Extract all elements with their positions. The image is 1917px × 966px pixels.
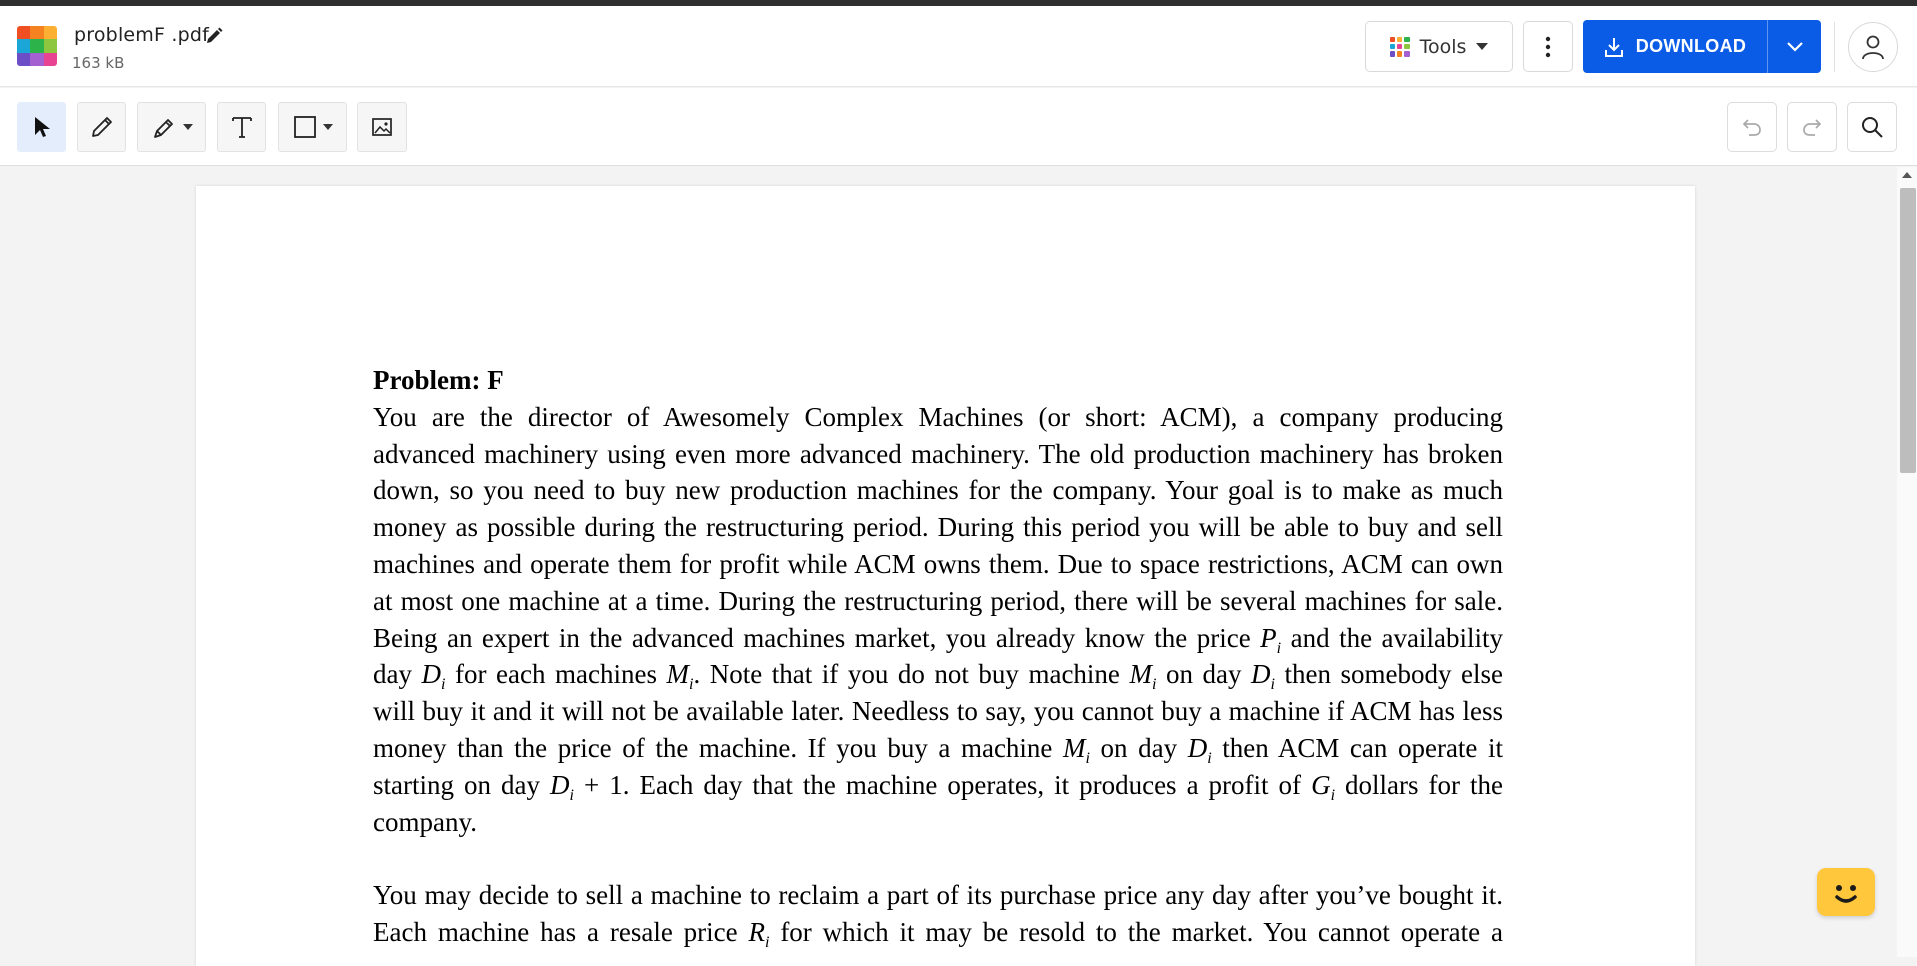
cursor-arrow-icon xyxy=(33,116,51,138)
tools-label: Tools xyxy=(1419,35,1467,58)
select-tool-button[interactable] xyxy=(17,102,66,152)
scroll-up-arrow-icon[interactable] xyxy=(1902,172,1912,178)
pencil-tool-button[interactable] xyxy=(77,102,126,152)
more-options-button[interactable] xyxy=(1523,21,1573,72)
text-line: You may decide to sell a machine to reclaim a part of its purchase price any day after you’ve bought it. xyxy=(373,880,1503,911)
app-logo-icon[interactable] xyxy=(17,26,57,66)
text-line: starting on day $D_i + 1$. Each day that the machine operates, it produces a profit of $G_i$ dollars for the xyxy=(373,769,1503,804)
apps-grid-icon xyxy=(1390,37,1410,57)
paragraph-2 xyxy=(373,877,1503,951)
highlighter-tool-button[interactable] xyxy=(137,102,206,152)
shape-tool-button[interactable] xyxy=(278,102,347,152)
text-line: Each machine has a resale price $R_i$ for which it may be resold to the market. You cannot operate a xyxy=(373,916,1504,951)
text-line: company. xyxy=(373,806,477,837)
pencil-icon xyxy=(89,114,115,140)
text-line: money than the price of the machine. If you buy a machine $M_i$ on day $D_i$ then ACM can operate it xyxy=(373,732,1503,767)
more-vertical-icon xyxy=(1545,36,1551,58)
text-line: machines and operate them for profit while ACM owns them. Due to space restrictions, ACM can own xyxy=(373,548,1503,579)
account-button[interactable] xyxy=(1848,22,1898,72)
text-line: You are the director of Awesomely Complex Machines (or short: ACM), a company producing xyxy=(373,401,1503,432)
pdf-page[interactable] xyxy=(196,186,1695,966)
download-icon xyxy=(1604,36,1624,58)
header-divider xyxy=(1834,22,1835,72)
chat-bot-icon xyxy=(1817,868,1875,916)
tools-button[interactable] xyxy=(1365,21,1513,72)
chevron-down-icon xyxy=(1476,43,1488,50)
pencil-icon[interactable] xyxy=(204,26,224,46)
text-line: will buy it and it will not be available later. Needless to say, you cannot buy a machine if ACM has less xyxy=(373,696,1503,727)
chevron-down-icon xyxy=(183,124,193,130)
highlighter-icon xyxy=(151,114,177,140)
edit-toolbar xyxy=(0,88,1917,166)
text-icon xyxy=(231,115,253,139)
search-icon xyxy=(1860,115,1884,139)
download-options-button[interactable] xyxy=(1768,20,1821,73)
page-content xyxy=(373,362,1503,951)
scrollbar-thumb[interactable] xyxy=(1900,188,1916,473)
file-name[interactable]: problemF .pdf xyxy=(74,24,210,46)
undo-button[interactable] xyxy=(1727,102,1777,152)
redo-icon xyxy=(1801,116,1823,138)
text-line: at most one machine at a time. During the restructuring period, there will be several machines for sale. xyxy=(373,585,1503,616)
paragraph-1 xyxy=(373,399,1503,841)
download-button[interactable] xyxy=(1583,20,1767,73)
search-button[interactable] xyxy=(1847,102,1897,152)
text-line: money as possible during the restructuring period. During this period you will be able to buy and sell xyxy=(373,512,1503,543)
text-line: day $D_i$ for each machines $M_i$. Note that if you do not buy machine $M_i$ on day $D_i$ then somebody else xyxy=(373,659,1504,694)
text-tool-button[interactable] xyxy=(217,102,266,152)
chevron-down-icon xyxy=(1786,41,1804,53)
app-header xyxy=(0,6,1917,87)
download-button-group xyxy=(1583,20,1821,73)
rectangle-icon xyxy=(293,115,317,139)
chat-widget-button[interactable] xyxy=(1817,868,1875,916)
chevron-down-icon xyxy=(323,124,333,130)
download-label: DOWNLOAD xyxy=(1635,36,1747,56)
problem-title: Problem: F xyxy=(373,365,504,395)
text-line: Being an expert in the advanced machines market, you already know the price $P_i$ and the availability xyxy=(373,622,1503,657)
file-size: 163 kB xyxy=(72,54,125,72)
text-line: advanced machinery using even more advanced machinery. The old production machinery has broken xyxy=(373,438,1503,469)
image-icon xyxy=(371,116,393,138)
document-viewer[interactable] xyxy=(0,167,1917,957)
user-icon xyxy=(1861,34,1885,60)
image-tool-button[interactable] xyxy=(357,102,407,152)
undo-icon xyxy=(1741,116,1763,138)
text-line: down, so you need to buy new production machines for the company. Your goal is to make as much xyxy=(373,475,1503,506)
redo-button[interactable] xyxy=(1787,102,1837,152)
